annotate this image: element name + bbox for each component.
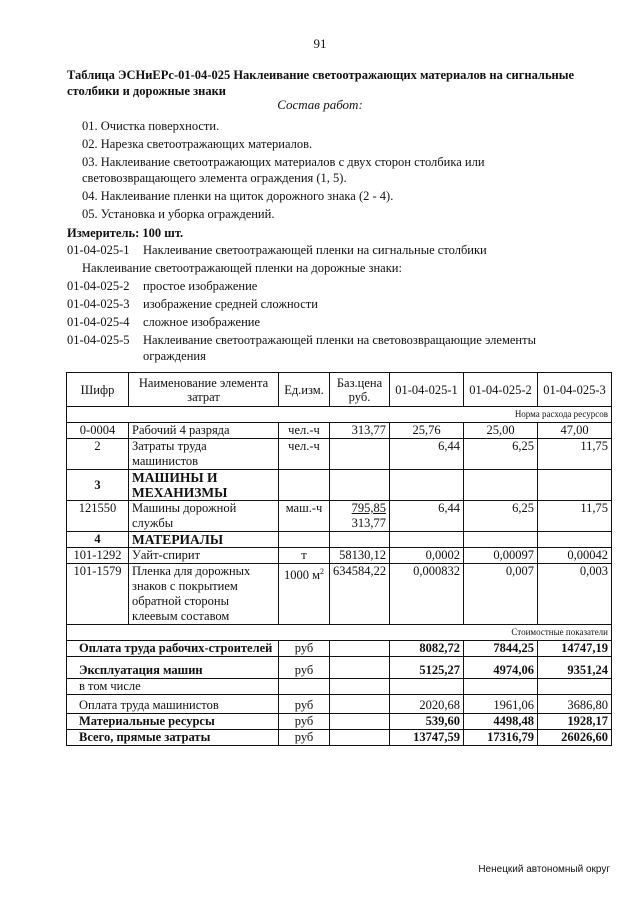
cell-section-title: МАТЕРИАЛЫ bbox=[129, 532, 279, 548]
summary-value-2: 4498,48 bbox=[464, 714, 538, 730]
work-step: 01. Очистка поверхности. bbox=[82, 119, 220, 133]
summary-unit: руб bbox=[279, 730, 330, 746]
table-row bbox=[67, 548, 612, 564]
cell-code: 101-1292 bbox=[67, 548, 129, 564]
cell-code: 0-0004 bbox=[67, 423, 129, 439]
header-unit: Ед.изм. bbox=[279, 373, 330, 407]
cell-value-3: 11,75 bbox=[538, 501, 612, 532]
item-code: 01-04-025-4 bbox=[67, 315, 130, 329]
work-step: 03. Наклеивание светоотражающих материалов с двух сторон столбика или bbox=[82, 155, 485, 169]
cell-value-2: 6,25 bbox=[464, 501, 538, 532]
cell-value-1: 0,0002 bbox=[390, 548, 464, 564]
cell-value-3: 0,003 bbox=[538, 564, 612, 625]
page-number: 91 bbox=[313, 36, 327, 51]
cell-code: 2 bbox=[67, 439, 129, 470]
summary-row bbox=[67, 730, 612, 746]
summary-unit: руб bbox=[279, 641, 330, 657]
cell-price: 634584,22 bbox=[330, 564, 390, 625]
price-line: 795,85 bbox=[351, 501, 386, 515]
composition-heading: Состав работ: bbox=[277, 97, 363, 112]
header-price: Баз.цена руб. bbox=[330, 373, 390, 407]
summary-value-2: 17316,79 bbox=[464, 730, 538, 746]
cell-value-2: 25,00 bbox=[464, 423, 538, 439]
item-2 bbox=[67, 278, 257, 294]
cell-value-1: 0,000832 bbox=[390, 564, 464, 625]
work-step: 04. Наклеивание пленки на щиток дорожного знака (2 - 4). bbox=[82, 189, 394, 203]
summary-unit: руб bbox=[279, 714, 330, 730]
summary-row bbox=[67, 641, 612, 657]
item-code: 01-04-025-1 bbox=[67, 243, 130, 257]
summary-value-2: 4974,06 bbox=[464, 657, 538, 679]
cost-label-row bbox=[67, 625, 612, 641]
item-5-continued: ограждения bbox=[143, 349, 206, 363]
cell-value-2: 0,007 bbox=[464, 564, 538, 625]
cell-value-1: 6,44 bbox=[390, 501, 464, 532]
cell-value-2: 6,25 bbox=[464, 439, 538, 470]
table-row bbox=[67, 501, 612, 532]
cell-name: Машины дорожной службы bbox=[129, 501, 279, 532]
norm-label: Норма расхода ресурсов bbox=[67, 407, 612, 423]
table-row bbox=[67, 532, 612, 548]
price-line: 313,77 bbox=[351, 516, 386, 530]
summary-name: Эксплуатация машин bbox=[67, 657, 279, 679]
summary-value-2: 7844,25 bbox=[464, 641, 538, 657]
summary-name: Оплата труда машинистов bbox=[67, 695, 279, 714]
summary-name: Материальные ресурсы bbox=[67, 714, 279, 730]
cell-value-1: 25,76 bbox=[390, 423, 464, 439]
header-col-2: 01-04-025-2 bbox=[464, 373, 538, 407]
summary-value-3: 9351,24 bbox=[538, 657, 612, 679]
norm-label-row bbox=[67, 407, 612, 423]
cell-value-3: 0,00042 bbox=[538, 548, 612, 564]
item-text: сложное изображение bbox=[143, 315, 261, 329]
cell-code: 101-1579 bbox=[67, 564, 129, 625]
unit-superscript: 2 bbox=[320, 567, 325, 576]
summary-value-3: 3686,80 bbox=[538, 695, 612, 714]
table-row bbox=[67, 564, 612, 625]
cell-unit: чел.-ч bbox=[279, 439, 330, 470]
cell-code: 3 bbox=[67, 470, 129, 501]
item-text: Наклеивание светоотражающей пленки на световозвращающие элементы bbox=[143, 333, 536, 347]
item-3 bbox=[67, 296, 318, 312]
summary-row bbox=[67, 679, 612, 695]
item-group: Наклеивание светоотражающей пленки на дорожные знаки: bbox=[82, 261, 402, 275]
summary-value-3: 14747,19 bbox=[538, 641, 612, 657]
work-step: 05. Установка и уборка ограждений. bbox=[82, 207, 275, 221]
header-name: Наименование элемента затрат bbox=[129, 373, 279, 407]
item-5 bbox=[67, 332, 536, 348]
summary-value-2: 1961,06 bbox=[464, 695, 538, 714]
cell-value-3: 11,75 bbox=[538, 439, 612, 470]
item-code: 01-04-025-5 bbox=[67, 333, 130, 347]
cell-price bbox=[330, 439, 390, 470]
cell-name: Затраты труда машинистов bbox=[129, 439, 279, 470]
cell-unit: т bbox=[279, 548, 330, 564]
summary-row bbox=[67, 714, 612, 730]
cell-unit: маш.-ч bbox=[279, 501, 330, 532]
work-step: 02. Нарезка светоотражающих материалов. bbox=[82, 137, 313, 151]
item-4 bbox=[67, 314, 260, 330]
meter: Измеритель: 100 шт. bbox=[67, 226, 184, 240]
work-step-continued: световозвращающего элемента ограждения (1, 5). bbox=[82, 171, 347, 185]
cost-label: Стоимостные показатели bbox=[67, 625, 612, 641]
resource-table bbox=[66, 372, 612, 746]
item-code: 01-04-025-3 bbox=[67, 297, 130, 311]
summary-value-1: 2020,68 bbox=[390, 695, 464, 714]
cell-price: 313,77 bbox=[330, 423, 390, 439]
cell-code: 121550 bbox=[67, 501, 129, 532]
cell-section-title: МАШИНЫ И МЕХАНИЗМЫ bbox=[129, 470, 279, 501]
cell-value-1: 6,44 bbox=[390, 439, 464, 470]
item-text: простое изображение bbox=[143, 279, 258, 293]
cell-value-2: 0,00097 bbox=[464, 548, 538, 564]
summary-unit: руб bbox=[279, 657, 330, 679]
summary-name: Всего, прямые затраты bbox=[67, 730, 279, 746]
table-row bbox=[67, 470, 612, 501]
summary-note: в том числе bbox=[67, 679, 279, 695]
header-col-1: 01-04-025-1 bbox=[390, 373, 464, 407]
cell-name: Рабочий 4 разряда bbox=[129, 423, 279, 439]
summary-unit: руб bbox=[279, 695, 330, 714]
summary-value-1: 5125,27 bbox=[390, 657, 464, 679]
summary-value-1: 13747,59 bbox=[390, 730, 464, 746]
item-text: изображение средней сложности bbox=[143, 297, 318, 311]
item-text: Наклеивание светоотражающей пленки на сигнальные столбики bbox=[143, 243, 487, 257]
summary-value-1: 8082,72 bbox=[390, 641, 464, 657]
cell-unit: 1000 $м^2$ bbox=[279, 564, 330, 625]
cell-unit: чел.-ч bbox=[279, 423, 330, 439]
table-row bbox=[67, 423, 612, 439]
footer-region: Ненецкий автономный округ bbox=[478, 864, 610, 875]
cell-code: 4 bbox=[67, 532, 129, 548]
table-row bbox=[67, 439, 612, 470]
summary-row bbox=[67, 657, 612, 679]
table-header-row bbox=[67, 373, 612, 407]
header-col-3: 01-04-025-3 bbox=[538, 373, 612, 407]
summary-name: Оплата труда рабочих-строителей bbox=[67, 641, 279, 657]
item-code: 01-04-025-2 bbox=[67, 279, 130, 293]
summary-value-1: 539,60 bbox=[390, 714, 464, 730]
summary-row bbox=[67, 695, 612, 714]
cell-price bbox=[330, 501, 390, 532]
header-code: Шифр bbox=[67, 373, 129, 407]
cell-name: Уайт-спирит bbox=[129, 548, 279, 564]
item-1 bbox=[67, 242, 487, 258]
cell-name: Пленка для дорожных знаков с покрытием обратной стороны клеевым составом bbox=[129, 564, 279, 625]
cell-price: 58130,12 bbox=[330, 548, 390, 564]
summary-value-3: 1928,17 bbox=[538, 714, 612, 730]
cell-value-3: 47,00 bbox=[538, 423, 612, 439]
summary-value-3: 26026,60 bbox=[538, 730, 612, 746]
table-title: Таблица ЭСНиЕРс-01-04-025 Наклеивание светоотражающих материалов на сигнальные столбики и дорожные знаки bbox=[67, 68, 575, 98]
